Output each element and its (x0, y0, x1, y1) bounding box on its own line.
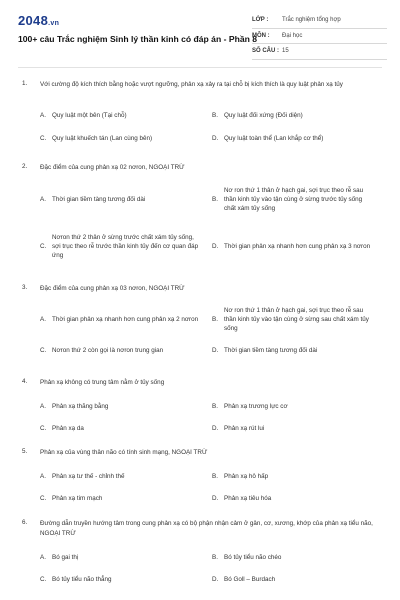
option-d[interactable] (212, 424, 374, 433)
option-text: Phản xạ rút lui (224, 425, 265, 432)
option-text: Bó gai thị (52, 554, 79, 561)
option-text: Quy luật toàn thể (Lan khắp cơ thể) (224, 135, 324, 142)
question-number: 3. (22, 284, 28, 291)
option-a[interactable] (40, 402, 202, 411)
meta-value: 15 (282, 48, 289, 55)
question-number: 5. (22, 448, 28, 455)
question-text: Với cường độ kích thích bằng hoặc vượt ngưỡng, phản xạ xảy ra tại chỗ bị kích thích là quy luật phản xạ tủy (40, 81, 343, 88)
option-b[interactable] (212, 402, 374, 411)
document-header (0, 0, 400, 62)
option-letter: D. (212, 347, 219, 354)
option-letter: A. (40, 473, 46, 480)
logo-suffix: .vn (48, 20, 60, 27)
question-text: Đặc điểm của cung phản xạ 02 nơron, NGOẠI TRỪ (40, 164, 185, 171)
option-text: Nơron thứ 2 thân ở sừng trước chất xám tủy sống, sợi trục theo rễ trước thần kinh tủy đến cơ quan đáp ứng (52, 233, 199, 260)
option-letter: D. (212, 135, 219, 142)
question-number: 4. (22, 378, 28, 385)
option-a[interactable] (40, 553, 202, 562)
meta-row-count (252, 44, 387, 60)
option-letter: B. (212, 403, 218, 410)
document-title: 100+ câu Trắc nghiệm Sinh lý thần kinh có đáp án - Phần 8 (18, 34, 258, 44)
option-text: Quy luật một bên (Tại chỗ) (52, 112, 127, 119)
option-letter: C. (40, 135, 47, 142)
option-c[interactable] (40, 575, 202, 584)
meta-value: Đại học (282, 32, 303, 39)
option-letter: C. (40, 347, 47, 354)
option-letter: A. (40, 554, 46, 561)
option-c[interactable] (40, 134, 202, 143)
option-letter: A. (40, 403, 46, 410)
option-text: Quy luật đối xứng (Đối diện) (224, 112, 303, 119)
option-d[interactable] (212, 232, 374, 261)
site-logo[interactable] (18, 13, 59, 28)
meta-row-subject (252, 29, 387, 45)
meta-table (252, 13, 387, 60)
option-c[interactable] (40, 494, 202, 503)
option-letter: D. (212, 242, 219, 250)
option-b[interactable] (212, 553, 374, 562)
option-d[interactable] (212, 575, 374, 584)
option-letter: C. (40, 242, 47, 250)
option-d[interactable] (212, 134, 374, 143)
option-letter: C. (40, 576, 47, 583)
option-b[interactable] (212, 305, 374, 334)
option-text: Quy luật khuếch tán (Lan cùng bên) (52, 135, 153, 142)
option-letter: C. (40, 495, 47, 502)
option-text: Nơron thứ 2 còn gọi là nơron trung gian (52, 347, 164, 354)
option-c[interactable] (40, 424, 202, 433)
option-b[interactable] (212, 185, 374, 214)
option-text: Bó Goll – Burdach (224, 576, 276, 583)
question-number: 6. (22, 519, 28, 526)
option-text: Thời gian phản xạ nhanh hơn cung phản xạ 3 nơron (224, 242, 371, 250)
option-text: Phản xạ da (52, 425, 84, 432)
question-number: 2. (22, 163, 28, 170)
option-text: Thời gian phản xạ nhanh hơn cung phản xạ 2 nơron (52, 315, 199, 323)
option-letter: A. (40, 112, 46, 119)
option-c[interactable] (40, 232, 202, 261)
option-text: Phản xạ trương lực cơ (224, 403, 288, 410)
option-text: Phản xạ hô hấp (224, 473, 269, 480)
question-text: Đường dẫn truyền hướng tâm trong cung phản xạ có bộ phận nhận cảm ở gân, cơ, xương, khớp của phản xạ tiểu não, NGOẠI TRỪ (40, 520, 373, 537)
question-text: Phản xạ không có trung tâm nằm ở tủy sống (40, 379, 165, 386)
option-a[interactable] (40, 305, 202, 334)
option-a[interactable] (40, 185, 202, 214)
option-d[interactable] (212, 346, 374, 355)
option-letter: B. (212, 554, 218, 561)
option-letter: D. (212, 425, 219, 432)
option-c[interactable] (40, 346, 202, 355)
meta-label: LỚP : (252, 17, 269, 24)
option-letter: B. (212, 195, 218, 203)
option-a[interactable] (40, 472, 202, 481)
option-text: Thời gian tiềm tàng tương đối dài (224, 347, 318, 354)
option-text: Phản xạ tim mạch (52, 495, 103, 502)
option-text: Phản xạ tiêu hóa (224, 495, 272, 502)
option-letter: A. (40, 315, 46, 323)
option-text: Phản xạ thăng bằng (52, 403, 109, 410)
option-b[interactable] (212, 472, 374, 481)
option-text: Bó tủy tiểu não thẳng (52, 576, 112, 583)
option-text: Bó tủy tiểu não chéo (224, 554, 282, 561)
option-a[interactable] (40, 111, 202, 120)
meta-value: Trắc nghiệm tổng hợp (282, 17, 341, 24)
logo-main: 2048 (18, 13, 49, 28)
option-text: Nơ ron thứ 1 thân ở hạch gai, sợi trục theo rễ sau thần kinh tủy vào tận cùng ở sừng sau chất xám tủy sống (224, 306, 369, 333)
option-letter: D. (212, 495, 219, 502)
meta-label: MÔN : (252, 32, 270, 39)
question-text: Đặc điểm của cung phản xạ 03 nơron, NGOẠI TRỪ (40, 285, 185, 292)
meta-label: SỐ CÂU : (252, 48, 279, 55)
header-divider (18, 67, 382, 68)
option-letter: C. (40, 425, 47, 432)
meta-row-class (252, 13, 387, 29)
option-text: Phản xạ tư thế - chỉnh thế (52, 473, 125, 480)
option-letter: D. (212, 576, 219, 583)
option-letter: A. (40, 195, 46, 203)
option-letter: B. (212, 112, 218, 119)
question-number: 1. (22, 80, 28, 87)
option-text: Nơ ron thứ 1 thân ở hạch gai, sợi trục theo rễ sau thần kinh tủy vào tận cùng ở sừng trước tủy sống chất xám tủy sống (224, 186, 364, 213)
question-text: Phản xạ của vùng thân não có tính sinh mạng, NGOẠI TRỪ (40, 449, 208, 456)
option-letter: B. (212, 473, 218, 480)
option-b[interactable] (212, 111, 374, 120)
option-letter: B. (212, 315, 218, 323)
option-d[interactable] (212, 494, 374, 503)
option-text: Thời gian tiềm tàng tương đối dài (52, 195, 146, 203)
